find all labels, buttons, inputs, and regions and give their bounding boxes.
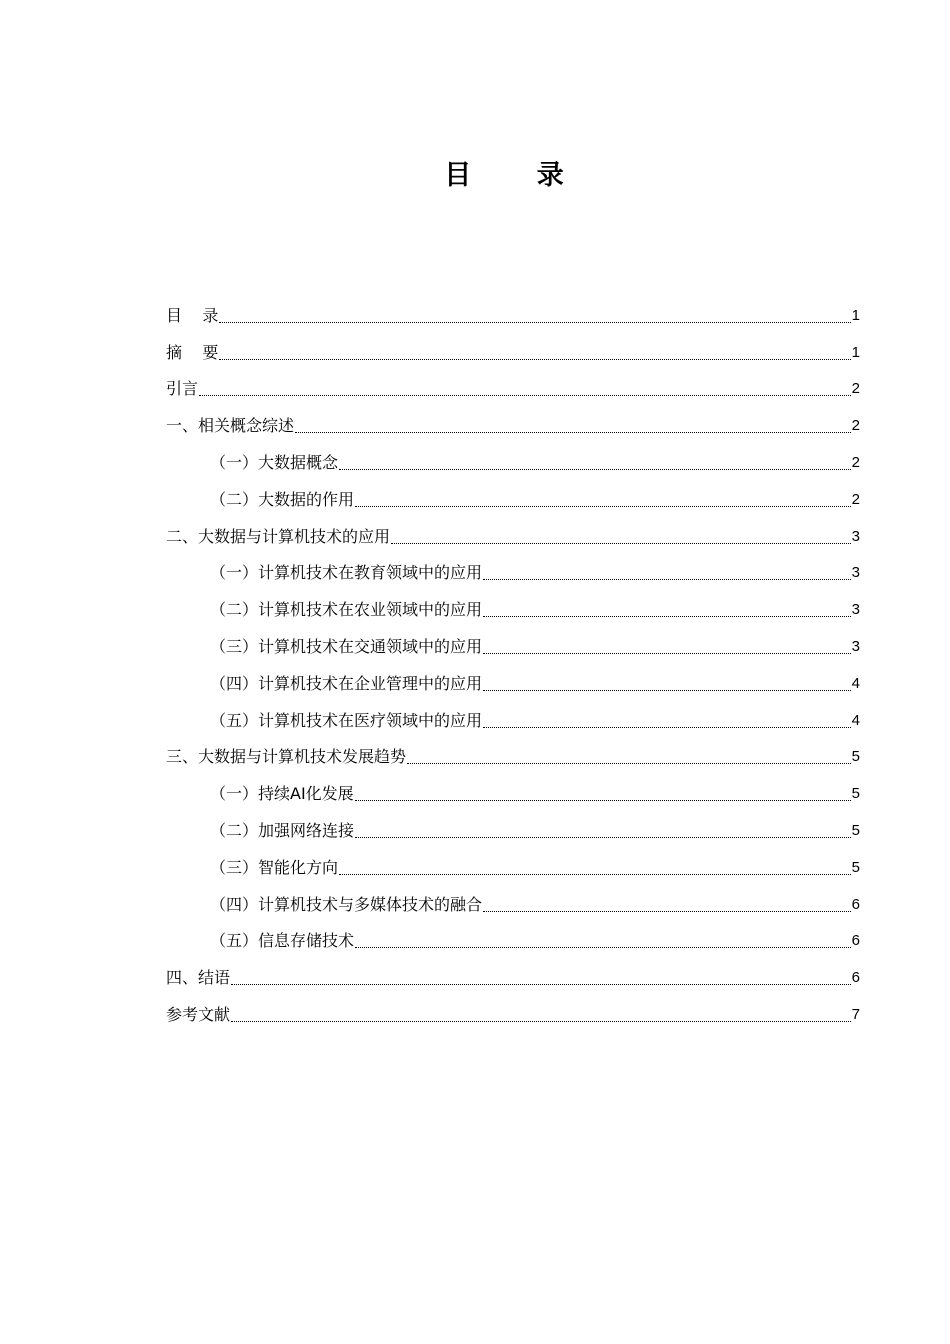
dot-leader: [355, 947, 851, 948]
dot-leader: [219, 359, 850, 360]
toc-entry-label: （四）计算机技术在企业管理中的应用: [210, 673, 483, 693]
toc-entry[interactable]: [166, 988, 860, 1025]
toc-entry[interactable]: [166, 951, 860, 988]
toc-entry[interactable]: [166, 326, 860, 363]
toc-entry-label: （四）计算机技术与多媒体技术的融合: [210, 894, 483, 914]
dot-leader: [231, 984, 851, 985]
toc-page-number: 4: [851, 674, 860, 692]
toc-page-number: 5: [851, 821, 860, 839]
toc-entry-label: （一）大数据概念: [210, 452, 339, 472]
toc-entry-label: 引言: [166, 379, 199, 399]
toc-page-number: 5: [851, 858, 860, 876]
toc-entry-label: 四、结语: [166, 968, 231, 988]
toc-page-number: 5: [851, 748, 860, 766]
dot-leader: [483, 616, 851, 617]
toc-entry-label: （二）计算机技术在农业领域中的应用: [210, 600, 483, 620]
dot-leader: [483, 727, 851, 728]
dot-leader: [339, 874, 851, 875]
toc-entry-label: （五）信息存储技术: [210, 931, 355, 951]
toc-entry[interactable]: [166, 767, 860, 804]
toc-entry[interactable]: [166, 583, 860, 620]
toc-page-number: 3: [851, 637, 860, 655]
toc-entry[interactable]: [166, 657, 860, 694]
toc-entry[interactable]: [166, 620, 860, 657]
toc-entry-label: （五）计算机技术在医疗领域中的应用: [210, 710, 483, 730]
toc-entry-label: （二）大数据的作用: [210, 489, 355, 509]
toc-entry-label: 二、大数据与计算机技术的应用: [166, 526, 391, 546]
toc-page-number: 3: [851, 527, 860, 545]
toc-entry-label: 摘 要: [166, 342, 219, 362]
toc-entry[interactable]: [166, 841, 860, 878]
toc-entry-label: （一）持续AI化发展: [210, 784, 354, 804]
toc-entry-label: （三）计算机技术在交通领域中的应用: [210, 636, 483, 656]
dot-leader: [355, 800, 851, 801]
toc-entry[interactable]: [166, 878, 860, 915]
toc-page-number: 1: [851, 343, 860, 361]
toc-entry-label: 一、相关概念综述: [166, 416, 295, 436]
toc-page-number: 6: [851, 895, 860, 913]
toc-page-number: 5: [851, 785, 860, 803]
dot-leader: [219, 322, 850, 323]
toc-entry-label: 目 录: [166, 305, 219, 325]
dot-leader: [295, 432, 851, 433]
dot-leader: [355, 506, 851, 507]
dot-leader: [483, 653, 851, 654]
toc-entry[interactable]: [166, 547, 860, 584]
dot-leader: [339, 469, 851, 470]
dot-leader: [483, 690, 851, 691]
toc-page-number: 6: [851, 969, 860, 987]
dot-leader: [407, 763, 851, 764]
toc-page-number: 2: [851, 417, 860, 435]
toc-entry[interactable]: [166, 436, 860, 473]
dot-leader: [231, 1021, 851, 1022]
toc-entry[interactable]: [166, 473, 860, 510]
toc-page-number: 7: [851, 1005, 860, 1023]
toc-entry[interactable]: [166, 289, 860, 326]
toc-page-number: 6: [851, 932, 860, 950]
toc-entry-label: 参考文献: [166, 1004, 231, 1024]
toc-entry[interactable]: [166, 915, 860, 952]
toc-entry[interactable]: [166, 694, 860, 731]
toc-page-number: 1: [851, 306, 860, 324]
toc-entry[interactable]: [166, 363, 860, 400]
toc-entry[interactable]: [166, 804, 860, 841]
toc-entry-label: （一）计算机技术在教育领域中的应用: [210, 563, 483, 583]
table-of-contents: [166, 289, 860, 1025]
toc-page-number: 3: [851, 601, 860, 619]
toc-entry-label: 三、大数据与计算机技术发展趋势: [166, 747, 407, 767]
toc-entry-label: （三）智能化方向: [210, 857, 339, 877]
dot-leader: [391, 543, 851, 544]
toc-page-number: 2: [851, 453, 860, 471]
toc-page-number: 4: [851, 711, 860, 729]
toc-entry[interactable]: [166, 399, 860, 436]
dot-leader: [355, 837, 851, 838]
dot-leader: [483, 911, 851, 912]
toc-entry-label: （二）加强网络连接: [210, 820, 355, 840]
toc-page-number: 2: [851, 380, 860, 398]
toc-page-number: 3: [851, 564, 860, 582]
dot-leader: [483, 579, 851, 580]
toc-entry[interactable]: [166, 731, 860, 768]
toc-entry[interactable]: [166, 510, 860, 547]
toc-page-number: 2: [851, 490, 860, 508]
dot-leader: [199, 395, 851, 396]
page-title: 目 录: [444, 160, 592, 191]
